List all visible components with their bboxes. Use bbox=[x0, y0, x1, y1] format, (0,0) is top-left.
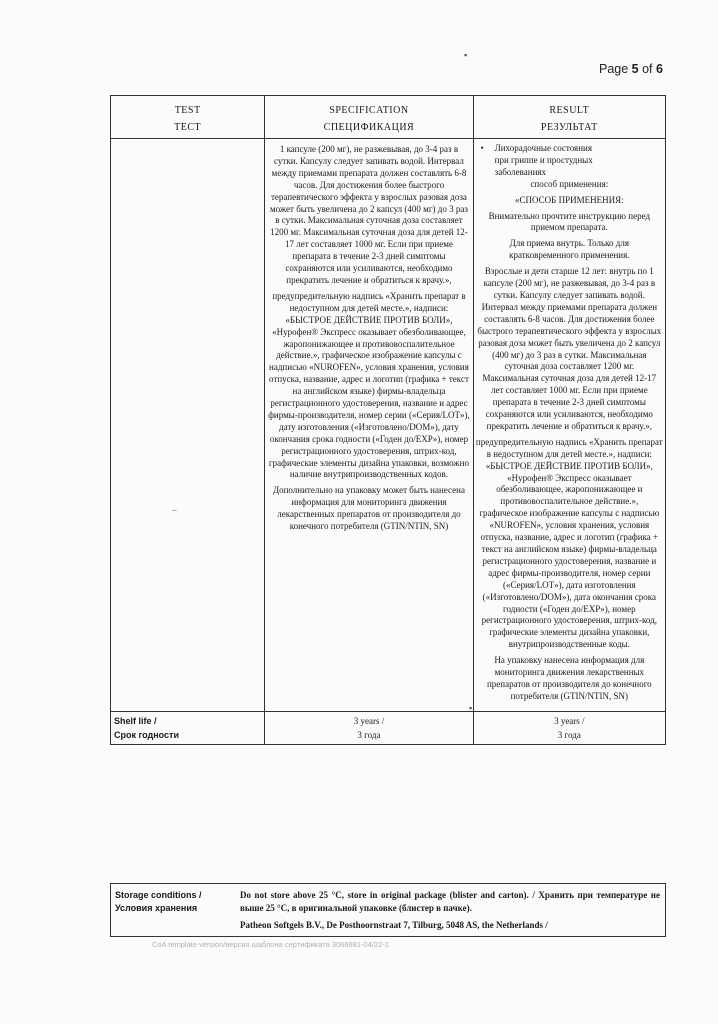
header-test: TEST ТЕСТ bbox=[111, 96, 265, 139]
shelf-life-spec: 3 years / 3 года bbox=[265, 711, 473, 744]
result-text: предупредительную надпись «Хранить препарат в недоступном для детей месте.», надписи: «БЫСТРОЕ ДЕЙСТВИЕ ПРОТИВ БОЛИ», «Нурофен® Экспресс оказывает обезболивающее, жаропонижающее и противовоспалительное действие.», графическое изображение капсулы с надписью «NUROFEN», условия хранения, условия отпуска, название, адрес и логотип (графика + текст на английском языке) фирмы-владельца регистрационного удостоверения, название и адрес фирмы-производителя, номер серии («Серия/LOT»), дата изготовления («Изготовлено/DOM»), дата окончания срока годности («Годен до/EXP»), номер регистрационного удостоверения, штрих-код, графические элементы дизайна упаковки, внутрипроизводственные коды. bbox=[475, 436, 663, 650]
table-row bbox=[111, 139, 666, 712]
result-text: Для приема внутрь. Только для кратковременного применения. bbox=[509, 238, 630, 261]
bullet-icon: • bbox=[480, 143, 484, 153]
manufacturer-address: Patheon Softgels B.V., De Posthoornstraat 7, Tilburg, 5048 AS, the Netherlands / bbox=[240, 920, 548, 930]
table-header-row bbox=[111, 96, 666, 139]
specification-table bbox=[110, 95, 666, 745]
result-bullet-item: • Лихорадочные состояния при гриппе и простудных заболеваниях bbox=[480, 143, 593, 177]
page-number: Page 5 of 6 bbox=[599, 62, 663, 76]
scan-mark: ▪ bbox=[469, 703, 473, 713]
result-cell bbox=[473, 139, 665, 712]
spec-dosage-text: 1 капсуле (200 мг), не разжевывая, до 3-4 раз в сутки. Капсулу следует запивать водой. Интервал между приемами препарата должен составлять 6-8 часов. Для достижения более быстрого терапевтического эффекта у взрослых разовая доза может быть увеличена до 2 капсул (400 мг) до 3 раз в сутки. Максимальная суточная доза составляет 1200 мг. Максимальная суточная доза для детей 12-17 лет составляет 1000 мг. Если при приеме препарата в течение 2-3 дней симптомы сохраняются или усиливаются, необходимо прекратить лечение и обратиться к врачу.», bbox=[269, 144, 468, 285]
scan-mark: ▪ bbox=[464, 50, 468, 60]
result-text: Взрослые и дети старше 12 лет: внутрь по 1 капсуле (200 мг), не разжевывая, до 3-4 раз в сутки. Капсулу следует запивать водой. Интервал между приемами препарата должен составлять 6-8 часов. Для достижения более быстрого терапевтического эффекта у взрослых разовая доза может быть увеличена до 2 капсул (400 мг) до 3 раз в сутки. Максимальная суточная доза составляет 1200 мг. Максимальная суточная доза для детей 12-17 лет составляет 1000 мг. Если при приеме препарата в течение 2-3 дней симптомы сохраняются или усиливаются, необходимо прекратить лечение и обратиться к врачу.», bbox=[477, 266, 662, 431]
result-text: На упаковку нанесена информация для мониторинга движения лекарственных препаратов от производителя до конечного потребителя (GTIN/NTIN, SN) bbox=[486, 655, 652, 701]
header-specification: SPECIFICATION СПЕЦИФИКАЦИЯ bbox=[265, 96, 473, 139]
storage-conditions-box bbox=[110, 883, 666, 937]
result-text: способ применения: bbox=[530, 178, 609, 189]
template-version-footer: CoA template version/версия шаблона сертификата 3086881-04/22-1 bbox=[152, 940, 389, 949]
shelf-life-row bbox=[111, 711, 666, 744]
result-text: «СПОСОБ ПРИМЕНЕНИЯ: bbox=[515, 194, 624, 205]
spec-monitoring-text: Дополнительно на упаковку может быть нанесена информация для мониторинга движения лекарственных препаратов от производителя до конечного потребителя (GTIN/NTIN, SN) bbox=[272, 485, 465, 532]
scan-mark: – bbox=[172, 505, 177, 515]
test-cell bbox=[111, 139, 265, 712]
specification-cell bbox=[265, 139, 473, 712]
result-text: Внимательно прочтите инструкцию перед приемом препарата. bbox=[488, 210, 651, 233]
header-result: RESULT РЕЗУЛЬТАТ bbox=[473, 96, 665, 139]
spec-labeling-text: предупредительную надпись «Хранить препарат в недоступном для детей месте.», надписи: «БЫСТРОЕ ДЕЙСТВИЕ ПРОТИВ БОЛИ», «Нурофен® Экспресс оказывает обезболивающее, жаропонижающее и противовоспалительное действие.», графическое изображение капсулы с надписью «NUROFEN», условия хранения, условия отпуска, название, адрес и логотип (графика + текст на английском языке) фирмы-владельца регистрационного удостоверения, название и адрес фирмы-производителя, номер серии («Серия/LOT»), дату изготовления («Изготовлено/DOM»), дату окончания срока годности («Годен до/EXP»), номер регистрационного удостоверения, штрих-код, графические элементы дизайна упаковки, возможно наличие внутрипроизводственных кодов. bbox=[268, 290, 470, 480]
shelf-life-label: Shelf life / Срок годности bbox=[111, 711, 265, 744]
storage-label: Storage conditions / Условия хранения bbox=[115, 890, 202, 913]
shelf-life-result: 3 years / 3 года bbox=[473, 711, 665, 744]
storage-text: Do not store above 25 °C, store in original package (blister and carton). / Хранить при температуре не выше 25 °C, в оригинальной упаковке (блистер в пачке). bbox=[240, 890, 660, 913]
